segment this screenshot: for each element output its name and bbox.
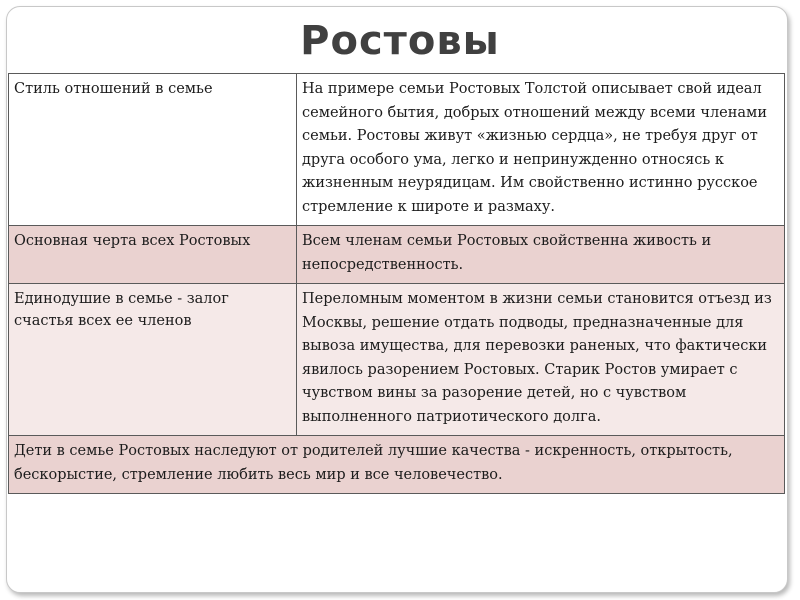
table-row	[9, 74, 785, 226]
row-label: Основная черта всех Ростовых	[9, 226, 297, 284]
table-footer-row	[9, 436, 785, 494]
row-text: Всем членам семьи Ростовых свойственна живость и непосредственность.	[297, 226, 785, 284]
table-row	[9, 226, 785, 284]
footer-text: Дети в семье Ростовых наследуют от родителей лучшие качества - искренность, открытость, бескорыстие, стремление любить весь мир и все человечество.	[9, 436, 785, 494]
table-row	[9, 284, 785, 436]
row-label: Стиль отношений в семье	[9, 74, 297, 226]
row-label: Единодушие в семье - залог счастья всех ее членов	[9, 284, 297, 436]
row-text: На примере семьи Ростовых Толстой описывает свой идеал семейного бытия, добрых отношений между всеми членами семьи. Ростовы живут «жизнью сердца», не требуя друг от друга особого ума, легко и непринужденно относясь к жизненным неурядицам. Им свойственно истинно русское стремление к широте и размаху.	[297, 74, 785, 226]
slide-title: Ростовы	[300, 18, 500, 64]
info-table	[8, 73, 785, 494]
row-text: Переломным моментом в жизни семьи становится отъезд из Москвы, решение отдать подводы, предназначенные для вывоза имущества, для перевозки раненых, что фактически явилось разорением Ростовых. Старик Ростов умирает с чувством вины за разорение детей, но с чувством выполненного патриотического долга.	[297, 284, 785, 436]
